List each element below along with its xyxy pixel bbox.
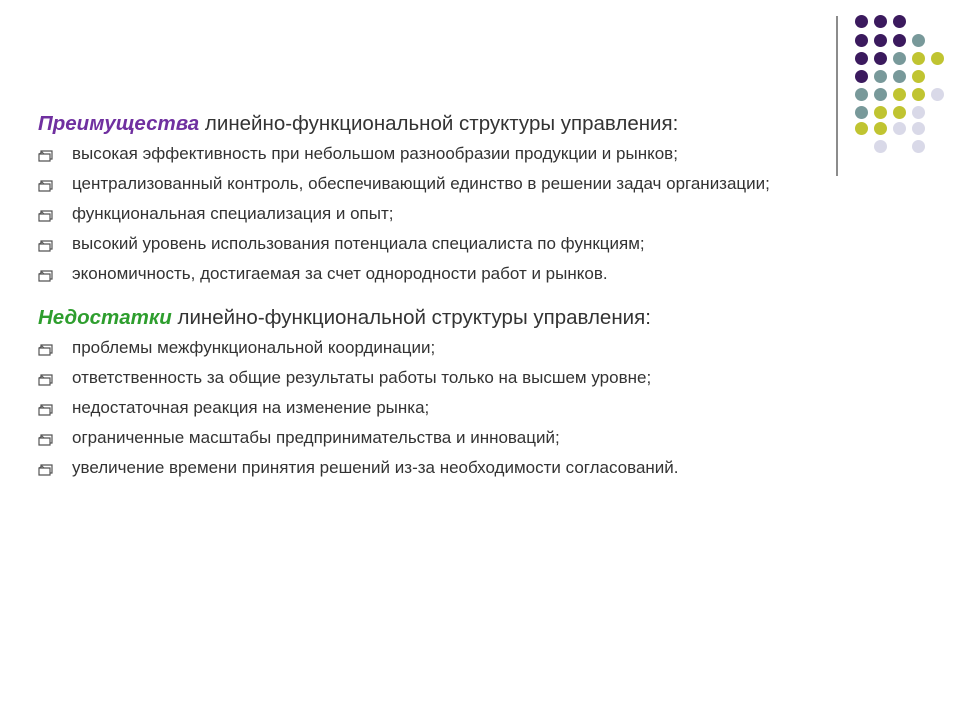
decorative-dot [893, 70, 906, 83]
decorative-dot [855, 70, 868, 83]
list-item [38, 263, 838, 284]
list-item-text: ответственность за общие результаты работы только на высшем уровне; [72, 368, 652, 387]
list-item-text: функциональная специализация и опыт; [72, 204, 394, 223]
decorative-dot [931, 88, 944, 101]
list-item-text: экономичность, достигаемая за счет однородности работ и рынков. [72, 264, 608, 283]
decorative-dot [855, 88, 868, 101]
advantages-list [38, 143, 838, 284]
folder-icon [38, 176, 54, 188]
list-item-text: увеличение времени принятия решений из-за необходимости согласований. [72, 458, 679, 477]
folder-icon [38, 266, 54, 278]
list-item-text: централизованный контроль, обеспечивающий единство в решении задач организации; [72, 174, 770, 193]
decorative-dot [874, 140, 887, 153]
advantages-heading-rest: линейно-функциональной структуры управления: [199, 112, 679, 135]
decorative-dot [855, 106, 868, 119]
decorative-dot [912, 34, 925, 47]
decorative-dot [912, 122, 925, 135]
list-item [38, 173, 838, 194]
list-item-text: высокий уровень использования потенциала специалиста по функциям; [72, 234, 645, 253]
decorative-dot [893, 52, 906, 65]
decorative-dot [893, 88, 906, 101]
list-item-text: проблемы межфункциональной координации; [72, 338, 436, 357]
list-item [38, 203, 838, 224]
decorative-dot [912, 88, 925, 101]
decorative-dot [874, 15, 887, 28]
decorative-dot [855, 15, 868, 28]
decorative-dot [874, 34, 887, 47]
list-item-text: ограниченные масштабы предпринимательства и инноваций; [72, 428, 560, 447]
decorative-dot [893, 106, 906, 119]
folder-icon [38, 460, 54, 472]
decorative-dot [855, 34, 868, 47]
decorative-dot [874, 70, 887, 83]
list-item [38, 233, 838, 254]
list-item [38, 427, 838, 448]
folder-icon [38, 206, 54, 218]
list-item [38, 143, 838, 164]
decorative-dot [874, 52, 887, 65]
folder-icon [38, 430, 54, 442]
decorative-dot [855, 52, 868, 65]
decorative-dot [912, 52, 925, 65]
decorative-dot [874, 106, 887, 119]
decorative-dot [874, 122, 887, 135]
list-item [38, 397, 838, 418]
advantages-heading [38, 112, 838, 136]
advantages-heading-lead: Преимущества [38, 112, 200, 135]
folder-icon [38, 340, 54, 352]
folder-icon [38, 370, 54, 382]
decorative-dot [855, 122, 868, 135]
decorative-dot [893, 15, 906, 28]
decorative-dot [931, 52, 944, 65]
list-item [38, 457, 838, 478]
decorative-dot [893, 34, 906, 47]
folder-icon [38, 236, 54, 248]
disadvantages-heading [38, 306, 838, 330]
disadvantages-section [38, 306, 838, 478]
folder-icon [38, 146, 54, 158]
list-item-text: высокая эффективность при небольшом разнообразии продукции и рынков; [72, 144, 678, 163]
decorative-dot [912, 106, 925, 119]
advantages-section [38, 112, 838, 284]
disadvantages-heading-lead: Недостатки [38, 306, 172, 329]
folder-icon [38, 400, 54, 412]
decorative-dot [893, 122, 906, 135]
decorative-dot [912, 140, 925, 153]
list-item-text: недостаточная реакция на изменение рынка; [72, 398, 430, 417]
decorative-dot [874, 88, 887, 101]
list-item [38, 367, 838, 388]
list-item [38, 337, 838, 358]
slide-content [38, 112, 838, 487]
disadvantages-heading-rest: линейно-функциональной структуры управления: [171, 306, 651, 329]
disadvantages-list [38, 337, 838, 478]
decorative-dot [912, 70, 925, 83]
